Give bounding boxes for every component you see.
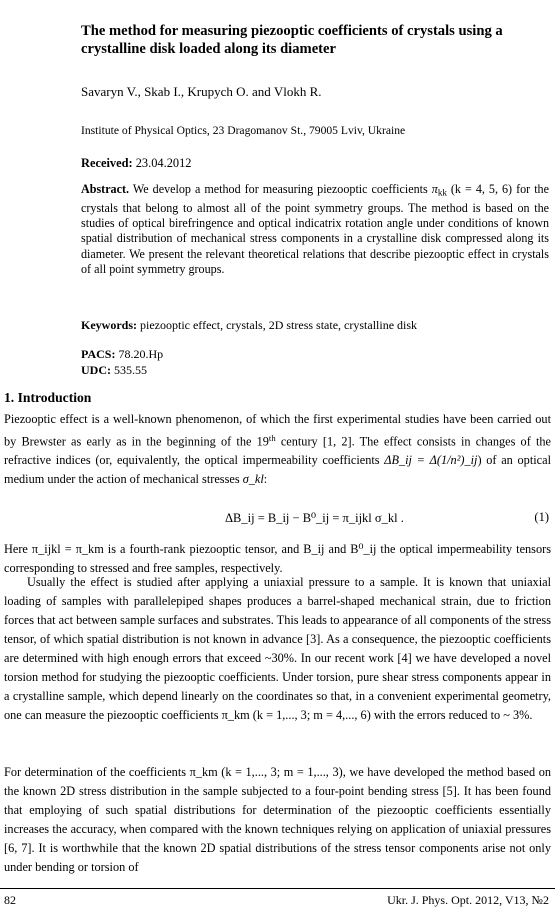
equation-number: (1) [534,510,549,524]
paper-title: The method for measuring piezooptic coefficients of crystals using a crystalline disk loaded along its diameter [81,23,503,57]
abstract-symbol-sub: kk [437,187,447,198]
pacs-label: PACS: [81,347,116,361]
abstract-symbol: π [431,182,438,196]
para1-text-b: century [1, 2]. The effect consists in changes of the refractive indices (or, equivalently, the optical impermeability coefficients [4,434,551,468]
section-heading: 1. Introduction [4,390,92,405]
keywords-line [81,318,549,333]
udc-value: 535.55 [114,363,147,377]
abstract-text-b: (k = 4, 5, 6) for the crystals that belong to almost all of the point symmetry groups. The method is based on the studies of optical birefringence and optical indicatrix rotation angle under conditions of known spatial distribution of mechanical stress components in a crystalline disk compressed along its diameter. We present the relevant theoretical relations that describe piezooptic effect in crystals of all point symmetry groups. [81,182,549,276]
author-list: Savaryn V., Skab I., Krupych O. and Vlokh R. [81,84,322,99]
para1-superscript: th [268,433,276,443]
equation-1: ΔB_ij = B_ij − B⁰_ij = π_ijkl σ_kl . [225,511,404,525]
received-label: Received: [81,156,133,170]
intro-paragraph-1b: Here π_ijkl = π_km is a fourth-rank piezooptic tensor, and B_ij and B⁰_ij the optical impermeability tensors corresponding to stressed and free samples, respectively. [4,542,551,575]
keywords-text: piezooptic effect, crystals, 2D stress state, crystalline disk [140,318,418,332]
abstract [81,182,549,277]
keywords-label: Keywords: [81,318,137,332]
udc-label: UDC: [81,363,111,377]
intro-paragraph-1 [4,410,551,489]
received-line [81,156,191,171]
abstract-label: Abstract. [81,182,130,196]
para1-sigma: σ_kl [242,472,264,487]
journal-reference: Ukr. J. Phys. Opt. 2012, V13, №2 [387,893,549,907]
para1-text-d: : [263,472,268,487]
abstract-text-a: We develop a method for measuring piezooptic coefficients [132,182,428,196]
para1-text-a: Piezooptic effect is a well-known phenomenon, of which the first experimental studies have been carried out by Brewster as early as in the beginning of the 19 [4,412,551,449]
udc-line [81,362,163,378]
pacs-value: 78.20.Hp [118,347,164,361]
affiliation: Institute of Physical Optics, 23 Dragomanov St., 79005 Lviv, Ukraine [81,124,406,137]
page-number: 82 [4,893,16,907]
footer-rule [0,888,555,889]
para1-text-c: ) of an optical medium under the action of mechanical stresses [4,453,551,487]
pacs-line [81,346,163,362]
para1-formula: ΔB_ij = Δ(1/n²)_ij [384,453,478,468]
intro-paragraph-3: For determination of the coefficients π_km (k = 1,..., 3; m = 1,..., 3), we have developed the method based on the known 2D stress distribution in the sample subjected to a four-point bending stress [5]. It has been found that employing of such spatial distributions for determination of the piezooptic coefficients essentially increases the accuracy, when compared with the known techniques relying on application of uniaxial pressures [6, 7]. It is worthwhile that the known 2D spatial distributions of the stress tensor components arise not only under bending or torsion of [4,765,551,874]
intro-paragraph-2: Usually the effect is studied after applying a uniaxial pressure to a sample. It is known that uniaxial loading of samples with parallelepiped shapes produces a barrel-shaped mechanical strain, due to friction forces that act between sample surfaces and substrates. This leads to appearance of all components of the stress tensor, of which spatial distribution is not known in advance [3]. As a consequence, the piezooptic coefficients are determined with high enough errors that exceed ~30%. In our recent work [4] we have developed a novel torsion method for studying the piezooptic coefficients. Under torsion, pure shear stress components appear in a crystalline sample, which depend linearly on the coordinates so that, in a convenient experimental geometry, one can measure the piezooptic coefficients π_km (k = 1,..., 3; m = 4,..., 6) with the errors reduced to ~ 3%. [4,575,551,722]
classification-block [81,346,163,378]
received-date: 23.04.2012 [135,156,192,170]
